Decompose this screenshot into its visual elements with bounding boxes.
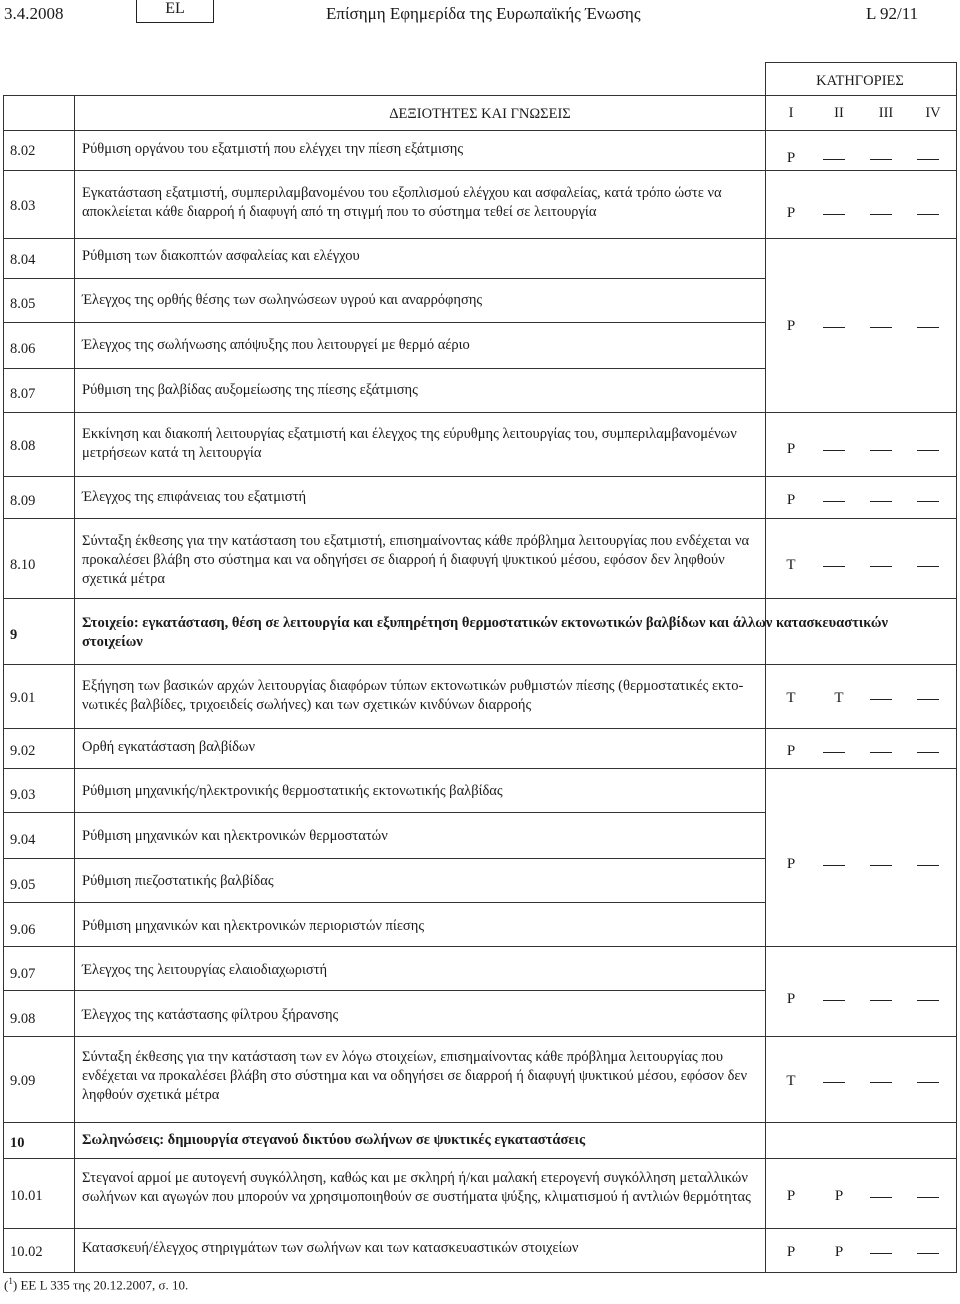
row-code: 9.03 xyxy=(10,787,36,803)
category-dash xyxy=(917,159,939,160)
row-rule xyxy=(3,476,957,477)
row-rule xyxy=(3,322,765,323)
row-code: 9.05 xyxy=(10,877,36,893)
row-code: 8.02 xyxy=(10,143,36,159)
row-text: Ορθή εγκατάσταση βαλβίδων xyxy=(82,739,256,755)
row-text: Εγκατάσταση εξατμιστή, συμπεριλαμβανομένου του εξοπλισμού ελέγχου και ασφαλείας, κατά τρόπο ώστε να xyxy=(82,185,722,201)
category-dash xyxy=(917,327,939,328)
section-code: 9 xyxy=(10,627,18,643)
category-dash xyxy=(917,1253,939,1254)
rule xyxy=(3,1272,957,1273)
row-code: 8.05 xyxy=(10,296,36,312)
row-rule xyxy=(3,170,957,171)
category-dash xyxy=(917,566,939,567)
row-text: νωτικές βαλβίδες, τριχοειδείς σωλήνες) και των σχετικών κινδύνων διαρροής xyxy=(82,697,532,713)
row-rule xyxy=(3,278,765,279)
row-code: 8.07 xyxy=(10,386,36,402)
row-text: Εκκίνηση και διακοπή λειτουργίας εξατμιστή και έλεγχος της εύρυθμης λειτουργίας του, συμπεριλαμβανομένων xyxy=(82,426,737,442)
row-code: 9.07 xyxy=(10,966,36,982)
row-code: 9.02 xyxy=(10,743,36,759)
category-dash xyxy=(823,1082,845,1083)
row-text: αποκλείεται κάθε διαρροή ή διαφυγή από τη στιγμή που το σύστημα τεθεί σε λειτουργία xyxy=(82,204,597,220)
category-dash xyxy=(870,327,892,328)
row-text: Έλεγχος της ορθής θέσης των σωληνώσεων υγρού και αναρρόφησης xyxy=(82,292,483,308)
category-mark: P xyxy=(786,150,796,166)
row-text: Εξήγηση των βασικών αρχών λειτουργίας διαφόρων τύπων εκτονωτικών ρυθμιστών πίεσης (θερμοστατικές εκτο- xyxy=(82,678,744,694)
row-text: Ρύθμιση των διακοπτών ασφαλείας και ελέγχου xyxy=(82,248,360,264)
category-dash xyxy=(823,214,845,215)
category-dash xyxy=(917,1197,939,1198)
column-rule xyxy=(956,62,957,1272)
category-dash xyxy=(917,865,939,866)
category-dash xyxy=(917,501,939,502)
row-rule xyxy=(3,1158,957,1159)
row-code: 8.03 xyxy=(10,198,36,214)
category-dash xyxy=(870,566,892,567)
row-text: Κατασκευή/έλεγχος στηριγμάτων των σωλήνων και των κατασκευαστικών στοιχείων xyxy=(82,1240,579,1256)
rule xyxy=(3,130,957,131)
section-code: 10 xyxy=(10,1135,25,1151)
footnote-marker: 1 xyxy=(8,1276,13,1286)
row-rule xyxy=(3,812,765,813)
category-dash xyxy=(870,501,892,502)
section-heading: Σωληνώσεις: δημιουργία στεγανού δικτύου σωλήνων σε ψυκτικές εγκαταστάσεις xyxy=(82,1132,586,1148)
category-dash xyxy=(823,566,845,567)
row-text: Έλεγχος της κατάστασης φίλτρου ξήρανσης xyxy=(82,1007,339,1023)
row-rule xyxy=(3,238,957,239)
category-dash xyxy=(870,699,892,700)
row-rule xyxy=(3,664,957,665)
language-box xyxy=(136,0,214,23)
row-code: 8.04 xyxy=(10,252,36,268)
row-text: Ρύθμιση πιεζοστατικής βαλβίδας xyxy=(82,873,274,889)
category-dash xyxy=(823,159,845,160)
category-dash xyxy=(870,1082,892,1083)
category-dash xyxy=(870,214,892,215)
row-rule xyxy=(3,412,957,413)
row-text: Έλεγχος της λειτουργίας ελαιοδιαχωριστή xyxy=(82,962,328,978)
row-rule xyxy=(3,518,957,519)
category-mark: P xyxy=(786,1244,796,1260)
col-header-II: II xyxy=(834,105,844,121)
category-mark: T xyxy=(786,1073,796,1089)
footnote-text: ΕΕ L 335 της 20.12.2007, σ. 10. xyxy=(20,1277,189,1293)
category-mark: P xyxy=(786,743,796,759)
category-dash xyxy=(870,752,892,753)
category-mark: T xyxy=(834,690,844,706)
row-code: 8.10 xyxy=(10,557,36,573)
category-dash xyxy=(870,1197,892,1198)
col-header-I: I xyxy=(788,105,794,121)
publication-date: 3.4.2008 xyxy=(4,4,64,23)
row-text: σωλήνων και αγωγών που μπορούν να χρησιμοποιηθούν σε συστήματα ψύξης, κλιματισμού ή αντλιών θερμότητας xyxy=(82,1189,751,1205)
row-code: 9.06 xyxy=(10,922,36,938)
row-text: Ρύθμιση οργάνου του εξατμιστή που ελέγχει την πίεση εξάτμισης xyxy=(82,141,464,157)
category-mark: P xyxy=(786,856,796,872)
row-rule xyxy=(3,1228,957,1229)
row-rule xyxy=(3,946,957,947)
category-dash xyxy=(917,450,939,451)
category-dash xyxy=(870,865,892,866)
category-dash xyxy=(870,450,892,451)
category-mark: P xyxy=(786,318,796,334)
category-dash xyxy=(823,327,845,328)
row-text: μετρήσεων κατά τη λειτουργία xyxy=(82,445,262,461)
row-rule xyxy=(3,990,765,991)
rule xyxy=(765,62,957,63)
category-dash xyxy=(823,865,845,866)
row-text: Έλεγχος της σωλήνωσης απόψυξης που λειτουργεί με θερμό αέριο xyxy=(82,337,470,353)
col-header-III: III xyxy=(878,105,894,121)
row-text: ληφθούν σχετικά μέτρα xyxy=(82,1087,220,1103)
category-dash xyxy=(823,1000,845,1001)
row-text: προκαλέσει βλάβη στο σύστημα και να οδηγήσει σε διαρροή ή διαφυγή ψυκτικού μέσου, εφόσον δεν ληφθούν xyxy=(82,552,725,568)
row-code: 10.02 xyxy=(10,1244,43,1260)
footnote: ($^1$) ΕΕ L 335 της 20.12.2007, σ. 10. xyxy=(4,1276,189,1293)
category-mark: P xyxy=(786,492,796,508)
row-code: 9.04 xyxy=(10,832,36,848)
row-text: σχετικά μέτρα xyxy=(82,571,165,587)
category-dash xyxy=(823,501,845,502)
col-header-IV: IV xyxy=(925,105,941,121)
row-rule xyxy=(3,1036,957,1037)
row-code: 9.09 xyxy=(10,1073,36,1089)
row-text: Σύνταξη έκθεσης για την κατάσταση του εξατμιστή, επισημαίνοντας κάθε πρόβλημα λειτουργίας που ενδέχεται να xyxy=(82,533,750,549)
category-dash xyxy=(917,699,939,700)
row-rule xyxy=(3,368,765,369)
category-dash xyxy=(870,1253,892,1254)
category-mark: P xyxy=(834,1244,844,1260)
row-code: 8.09 xyxy=(10,493,36,509)
column-rule xyxy=(74,95,75,1272)
row-text: Έλεγχος της επιφάνειας του εξατμιστή xyxy=(82,489,307,505)
row-text: ενδέχεται να προκαλέσει βλάβη στο σύστημα και να οδηγήσει σε διαρροή ή διαφυγή ψυκτικού μέσου, εφόσον δεν xyxy=(82,1068,748,1084)
row-code: 10.01 xyxy=(10,1188,43,1204)
rule xyxy=(3,95,957,96)
row-code: 8.06 xyxy=(10,341,36,357)
category-dash xyxy=(917,214,939,215)
row-text: Ρύθμιση της βαλβίδας αυξομείωσης της πίεσης εξάτμισης xyxy=(82,382,418,398)
section-heading: Στοιχείο: εγκατάσταση, θέση σε λειτουργία και εξυπηρέτηση θερμοστατικών εκτονωτικών βαλβίδων και άλλων κατασκευαστικών xyxy=(82,615,888,631)
row-text: Ρύθμιση μηχανικών και ηλεκτρονικών περιοριστών πίεσης xyxy=(82,918,425,934)
row-rule xyxy=(3,728,957,729)
language-code: EL xyxy=(165,0,185,17)
category-dash xyxy=(870,159,892,160)
category-mark: P xyxy=(786,991,796,1007)
row-text: Ρύθμιση μηχανικών και ηλεκτρονικών θερμοστατών xyxy=(82,828,388,844)
row-rule xyxy=(3,902,765,903)
page-header xyxy=(0,0,960,30)
section-title: ΔΕΞΙΟΤΗΤΕΣ ΚΑΙ ΓΝΩΣΕΙΣ xyxy=(389,106,571,122)
category-mark: P xyxy=(834,1188,844,1204)
category-mark: T xyxy=(786,690,796,706)
row-code: 9.01 xyxy=(10,690,36,706)
category-mark: P xyxy=(786,1188,796,1204)
category-dash xyxy=(917,1000,939,1001)
category-mark: P xyxy=(786,441,796,457)
row-text: Σύνταξη έκθεσης για την κατάσταση των εν λόγω στοιχείων, επισημαίνοντας κάθε πρόβλημα λειτουργίας που xyxy=(82,1049,724,1065)
category-dash xyxy=(917,1082,939,1083)
column-rule xyxy=(3,95,4,1272)
category-dash xyxy=(823,752,845,753)
category-dash xyxy=(823,450,845,451)
row-text: Ρύθμιση μηχανικής/ηλεκτρονικής θερμοστατικής εκτονωτικής βαλβίδας xyxy=(82,783,503,799)
row-rule xyxy=(3,1122,957,1123)
row-rule xyxy=(3,598,957,599)
section-heading: στοιχείων xyxy=(82,634,143,650)
category-mark: P xyxy=(786,205,796,221)
row-rule xyxy=(3,768,957,769)
category-dash xyxy=(917,752,939,753)
column-rule xyxy=(765,62,766,1272)
page-number: L 92/11 xyxy=(866,4,919,23)
categories-title: ΚΑΤΗΓΟΡΙΕΣ xyxy=(816,73,904,89)
row-rule xyxy=(3,858,765,859)
row-text: Στεγανοί αρμοί με αυτογενή συγκόλληση, καθώς και με σκληρή ή/και μαλακή ετερογενή συγκόλληση μεταλλικών xyxy=(82,1170,748,1186)
journal-title: Επίσημη Εφημερίδα της Ευρωπαϊκής Ένωσης xyxy=(326,4,641,23)
row-code: 8.08 xyxy=(10,438,36,454)
category-mark: T xyxy=(786,557,796,573)
row-code: 9.08 xyxy=(10,1011,36,1027)
category-dash xyxy=(870,1000,892,1001)
